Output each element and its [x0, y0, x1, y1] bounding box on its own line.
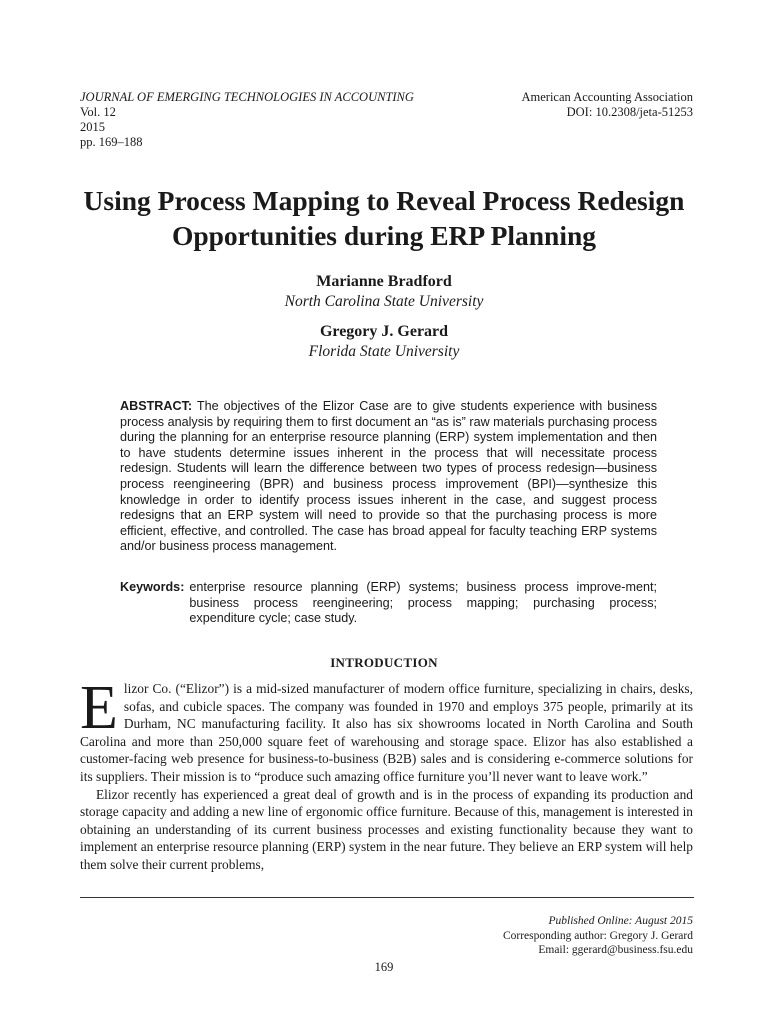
doi[interactable]: DOI: 10.2308/jeta-51253 — [566, 105, 693, 119]
journal-volume: Vol. 12 — [80, 105, 116, 119]
page-number: 169 — [374, 960, 394, 974]
abstract — [120, 399, 657, 555]
published-date: Published Online: August 2015 — [548, 915, 693, 927]
intro-paragraph-1-text: lizor Co. (“Elizor”) is a mid-sized manufacturer of modern office furniture, specializing in chairs, desks, sofas, and cubicle spaces. The company was founded in 1970 and employs 375 people, primarily at its Durham, NC manufacturing facility. It also has six showrooms located in North Carolina and South Carolina and more than 250,000 square feet of warehousing and storage space. Elizor has also established a customer-facing web presence for business-to-business (B2B) sales and is considering e-commerce solutions for its suppliers. Their mission is to “produce such amazing office furniture you’ll never want to leave work.” — [80, 681, 693, 784]
introduction-body — [80, 674, 693, 874]
intro-paragraph-1 — [80, 674, 693, 786]
keywords-text: enterprise resource planning (ERP) systems; business process improve-ment; business process reengineering; process mapping; purchasing process; expenditure cycle; case study. — [189, 580, 657, 626]
article-title: Using Process Mapping to Reveal Process Redesign Opportunities during ERP Planning — [83, 185, 685, 251]
drop-cap: E — [80, 674, 118, 742]
corresponding-author: Corresponding author: Gregory J. Gerard — [502, 929, 693, 942]
keywords-label: Keywords: — [120, 580, 185, 594]
author-block-1 — [0, 272, 768, 312]
journal-header-left — [80, 90, 414, 150]
abstract-text: The objectives of the Elizor Case are to give students experience with business process analysis by requiring them to first document an “as is” raw materials purchasing process during the planning for an enterprise resource planning (ERP) system implementation and then to have students determine issues inherent in the process that will necessitate process redesign. Students will learn the difference between two types of process redesign—business process reengineering (BPR) and business process improvement (BPI)—synthesize this knowledge in order to identify process issues inherent in the case, and suggest process redesigns that an ERP system will need to provide so that the purchasing process is more efficient, effective, and controlled. The case has broad appeal for faculty teaching ERP systems and/or business process management. — [120, 399, 657, 554]
keywords — [120, 580, 657, 627]
author-name: Marianne Bradford — [316, 273, 452, 290]
publisher: American Accounting Association — [521, 90, 693, 104]
journal-pages: pp. 169–188 — [80, 135, 143, 149]
abstract-label: ABSTRACT: — [120, 399, 193, 413]
journal-header-right — [522, 90, 694, 120]
author-block-2 — [0, 322, 768, 362]
footnote-divider — [80, 897, 694, 898]
author-email[interactable]: Email: ggerard@business.fsu.edu — [538, 944, 693, 956]
author-affiliation: Florida State University — [308, 343, 460, 360]
author-affiliation: North Carolina State University — [284, 293, 484, 310]
author-name: Gregory J. Gerard — [319, 323, 449, 340]
journal-year: 2015 — [80, 120, 105, 134]
intro-paragraph-2: Elizor recently has experienced a great deal of growth and is in the process of expanding its production and storage capacity and adding a new line of ergonomic office furniture. Because of this, management is interested in obtaining an understanding of its current business processes and existing functionality because they want to implement an enterprise resource planning (ERP) system in the near future. They believe an ERP system will help them solve their current problems, — [80, 786, 693, 872]
journal-name: JOURNAL OF EMERGING TECHNOLOGIES IN ACCOUNTING — [80, 90, 414, 104]
section-heading-introduction: INTRODUCTION — [330, 655, 438, 670]
footnote — [503, 914, 693, 958]
